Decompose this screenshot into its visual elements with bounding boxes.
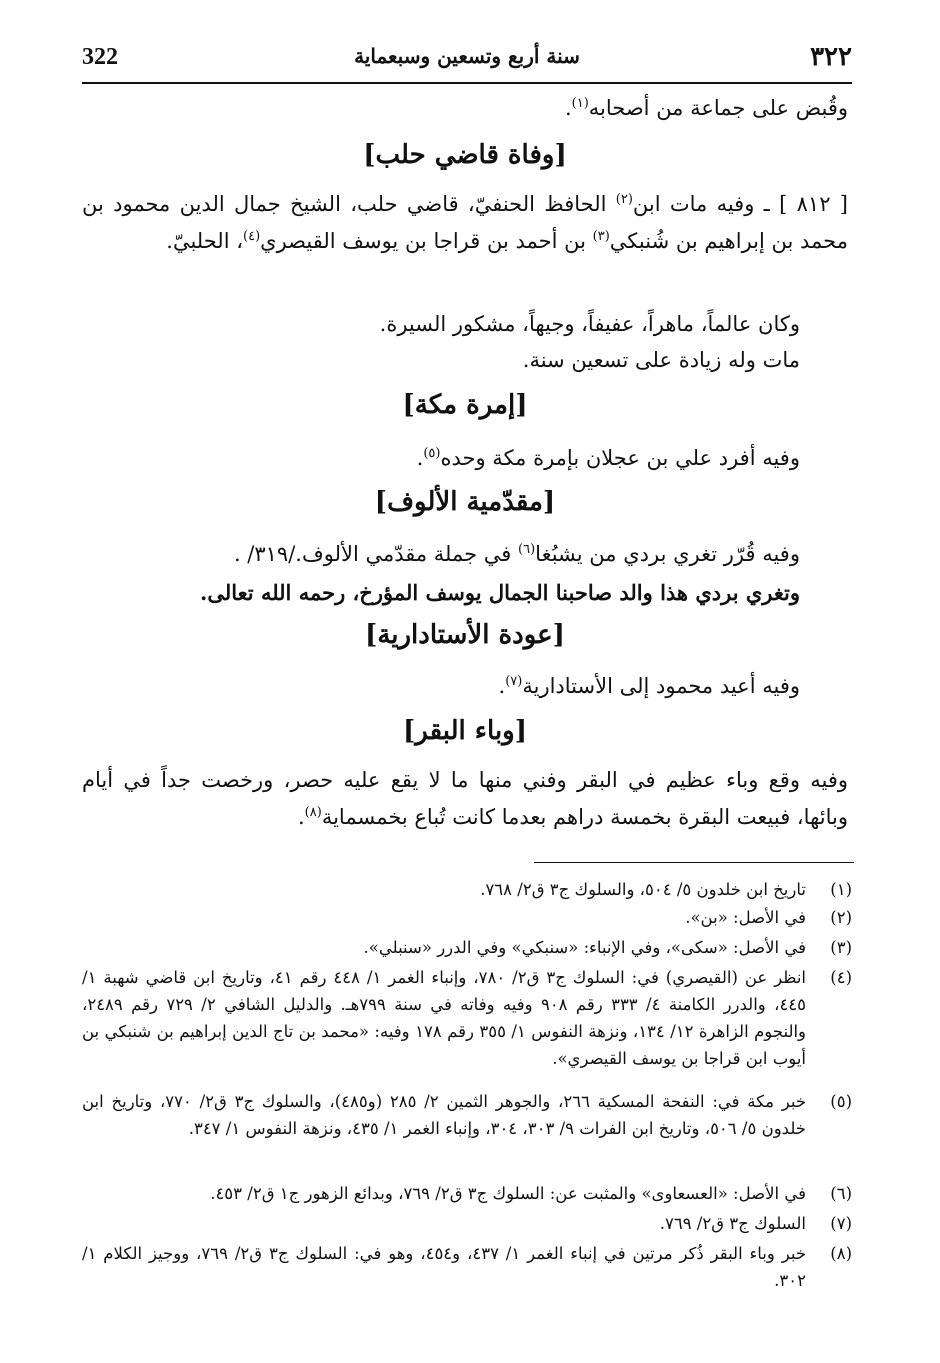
- paragraph-description: وكان عالماً، ماهراً، عفيفاً، وجيهاً، مشكور السيرة.: [379, 312, 800, 336]
- footnote-ref: (٥): [423, 446, 441, 461]
- footnote-text: تاريخ ابن خلدون ٥/ ٥٠٤، والسلوك ج٣ ق٢/ ٧٦٨.: [480, 880, 806, 899]
- footnote-7: [82, 1210, 852, 1237]
- paragraph-waba-baqar: وفيه وقع وباء عظيم في البقر وفني منها ما لا يقع عليه حصر، ورخصت جداً في أيام وبائها، فبيعت البقرة بخمسة دراهم بعدما كانت تُباع بخمسماية$^{(٨)}$.: [82, 768, 848, 829]
- footnote-number: (٢): [830, 908, 852, 927]
- footnote-1: [82, 876, 852, 903]
- footnote-6: [82, 1180, 852, 1207]
- footnote-number: (٥): [830, 1092, 852, 1111]
- footnote-ref: (٤): [243, 229, 261, 244]
- page-header: [82, 38, 852, 78]
- section-heading-ustadariyya: [عودة الأستادارية]: [365, 620, 565, 650]
- section-heading-qadi-halab: [وفاة قاضي حلب]: [363, 140, 567, 170]
- footnote-number: (٨): [830, 1244, 852, 1263]
- paragraph-muqaddamiyya: وفيه قُرّر تغري بردي من يشبُغا$^{(٦)}$ في جملة مقدّمي الألوف./٣١٩/ .: [233, 542, 800, 566]
- footnote-ref: (٦): [518, 542, 536, 557]
- footnote-4: [82, 964, 852, 1072]
- paragraph-imrat-makka: وفيه أفرد علي بن عجلان بإمرة مكة وحده$^{(٥)}$.: [416, 446, 800, 470]
- footnote-number: (٧): [830, 1214, 852, 1233]
- paragraph-entry-812: [ ٨١٢ ] ـ وفيه مات ابن$^{(٢)}$ الحافظ الحنفيّ، قاضي حلب، الشيخ جمال الدين محمود بن محمد بن إبراهيم بن شُنبكي$^{(٣)}$ بن أحمد بن قراجا بن يوسف القيصري$^{(٤)}$، الحلبيّ.: [82, 192, 848, 253]
- footnote-ref: (١): [571, 96, 589, 111]
- page-number-arabic: ٣٢٢: [810, 42, 852, 72]
- opening-line: وقُبض على جماعة من أصحابه$^{(١)}$.: [564, 96, 848, 120]
- section-heading-imrat-makka: [إمرة مكة]: [402, 390, 528, 420]
- footnote-number: (١): [830, 880, 852, 899]
- footnote-text: خبر مكة في: النفحة المسكية ٢٦٦، والجوهر الثمين ٢/ ٢٨٥ (و٤٨٥)، والسلوك ج٣ ق٢/ ٧٧٠، وتاريخ ابن خلدون ٥/ ٥٠٦، وتاريخ ابن الفرات ٩/ ٣٠٣، ٣٠٤، وإنباء الغمر ١/ ٤٣٥، ونزهة النفوس ١/ ٣٤٧.: [82, 1092, 807, 1138]
- footnote-number: (٣): [830, 938, 852, 957]
- footnote-text: في الأصل: «سكى»، وفي الإنباء: «سنبكي» وفي الدرر «سنبلي».: [363, 938, 806, 957]
- paragraph-death-age: مات وله زيادة على تسعين سنة.: [522, 348, 800, 372]
- footnote-3: [82, 934, 852, 961]
- footnote-number: (٤): [830, 968, 852, 987]
- footnote-text: انظر عن (القيصري) في: السلوك ج٣ ق٢/ ٧٨٠، وإنباء الغمر ١/ ٤٤٨ رقم ٤١، وتاريخ ابن قاضي شهبة ١/ ٤٤٥، والدرر الكامنة ٤/ ٣٣٣ رقم ٩٠٨ وفيه وفاته في سنة ٧٩٩هـ. والدليل الشافي ٢/ ٧٢٩ رقم ٢٤٨٩، والنجوم الزاهرة ١٢/ ١٣٤، ونزهة النفوس ١/ ٣٥٥ رقم ١٧٨ وفيه: «محمد بن تاج الدين إبراهيم بن شنبكي بن أيوب ابن قراجا بن يوسف القيصري».: [82, 968, 807, 1068]
- footnote-number: (٦): [830, 1184, 852, 1203]
- footnote-2: [82, 904, 852, 931]
- footnote-text: في الأصل: «العسعاوى» والمثبت عن: السلوك ج٣ ق٢/ ٧٦٩، وبدائع الزهور ج١ ق٢/ ٤٥٣.: [210, 1184, 806, 1203]
- footnote-ref: (٢): [615, 192, 633, 207]
- footnote-5: [82, 1088, 852, 1142]
- header-divider: [82, 82, 852, 84]
- footnote-ref: (٣): [592, 229, 610, 244]
- section-heading-muqaddamiyya: [مقدّمية الألوف]: [374, 487, 556, 517]
- page-number-latin: 322: [82, 44, 118, 70]
- footnote-8: [82, 1240, 852, 1294]
- footnote-ref: (٧): [505, 674, 523, 689]
- footnote-ref: (٨): [304, 805, 322, 820]
- footnote-text: خبر وباء البقر ذُكر مرتين في إنباء الغمر ١/ ٤٣٧، و٤٥٤، وهو في: السلوك ج٣ ق٢/ ٧٦٩، ووجيز الكلام ١/ ٣٠٢.: [82, 1244, 807, 1290]
- section-heading-waba-baqar: [وباء البقر]: [402, 716, 528, 746]
- paragraph-taghri-birdi: وتغري بردي هذا والد صاحبنا الجمال يوسف المؤرخ، رحمه الله تعالى.: [200, 580, 800, 605]
- paragraph-ustadariyya: وفيه أعيد محمود إلى الأستادارية$^{(٧)}$.: [498, 674, 800, 698]
- running-title: سنة أربع وتسعين وسبعماية: [354, 44, 580, 68]
- footnote-text: في الأصل: «بن».: [685, 908, 806, 927]
- entry-number: [ ٨١٢ ] ـ: [763, 192, 848, 216]
- footnotes-divider: [534, 862, 854, 863]
- footnote-text: السلوك ج٣ ق٢/ ٧٦٩.: [659, 1214, 806, 1233]
